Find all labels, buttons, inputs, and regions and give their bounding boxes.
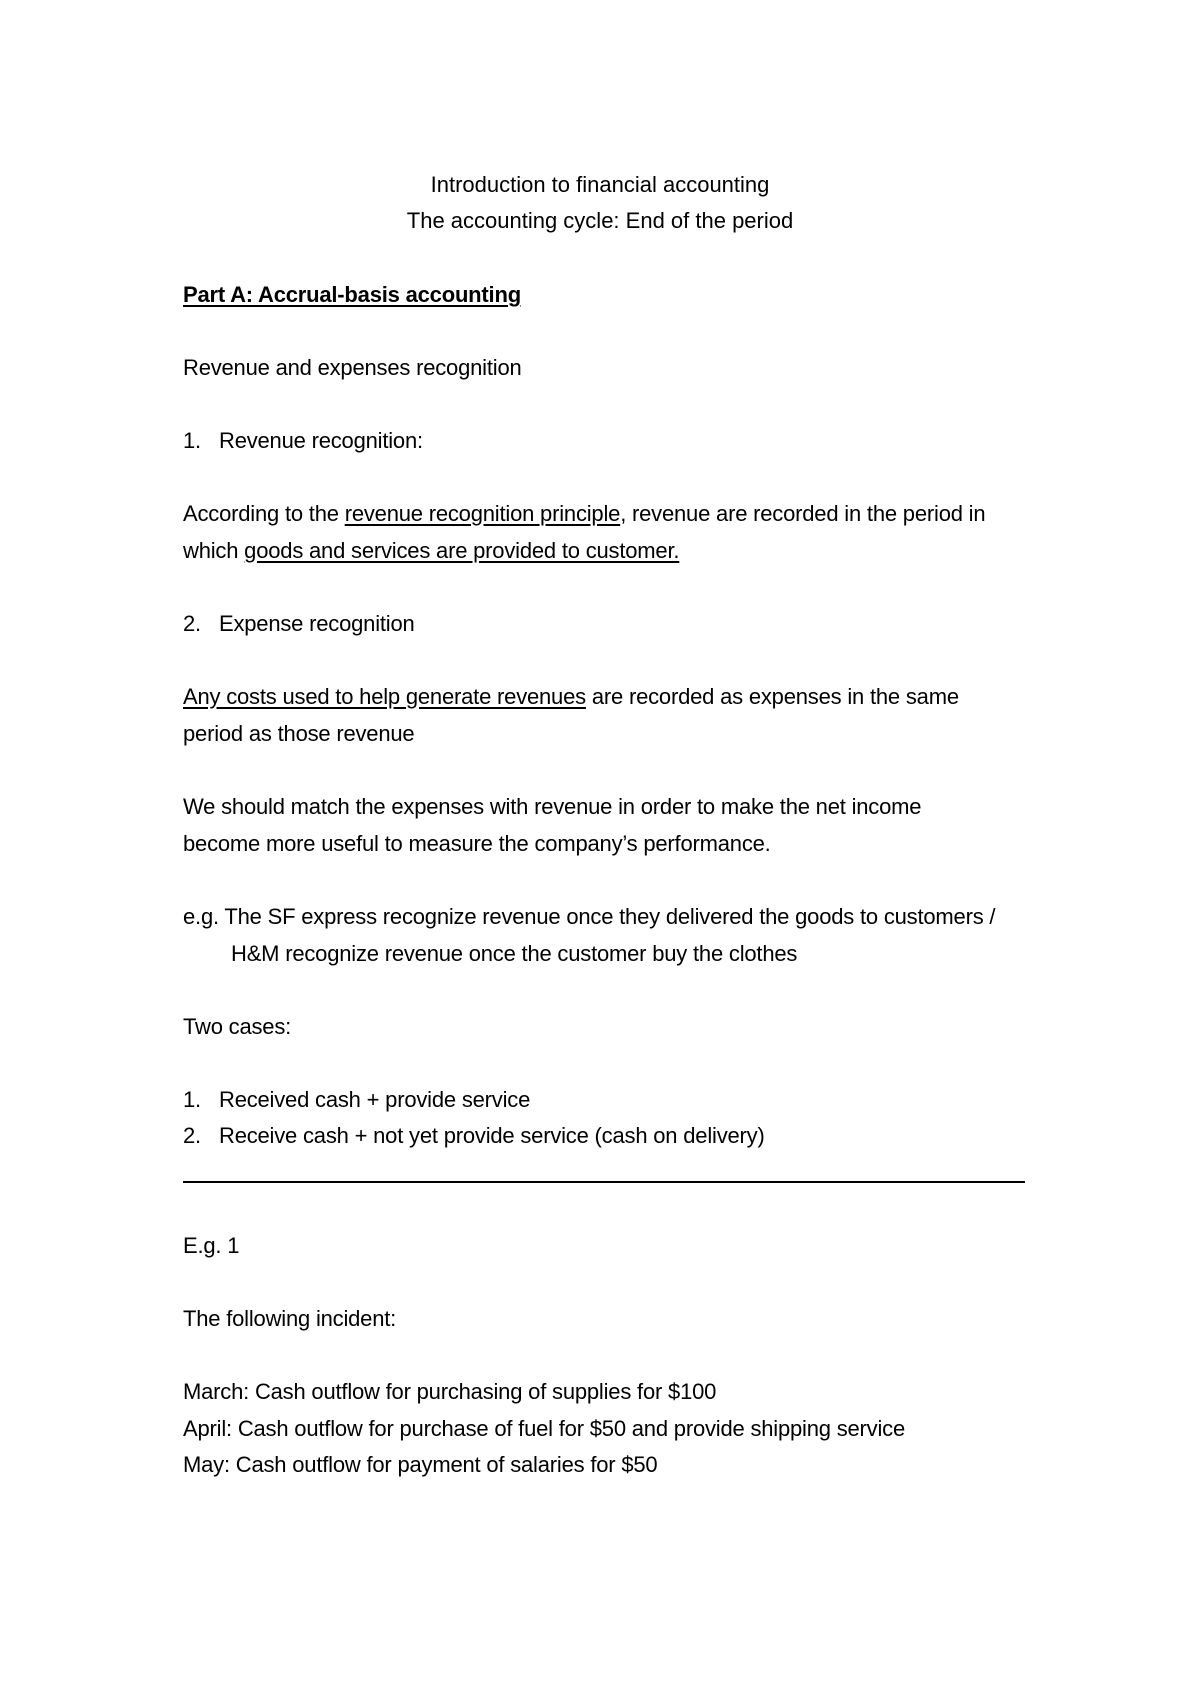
- underlined-term: goods and services are provided to customer.: [244, 538, 680, 563]
- revenue-paragraph-line-2: [183, 536, 679, 566]
- revenue-paragraph-line-1: [183, 499, 985, 529]
- example-1-label: E.g. 1: [183, 1233, 240, 1258]
- document-title: Introduction to financial accounting: [430, 172, 770, 197]
- cases-title: Two cases:: [183, 1014, 292, 1039]
- list-item-case-2: [183, 1121, 765, 1151]
- text-run: are recorded as expenses in the same: [585, 684, 959, 709]
- list-label: Received cash + provide service: [219, 1087, 531, 1112]
- expense-paragraph-line-1: [183, 682, 959, 712]
- list-item-case-1: [183, 1085, 530, 1115]
- horizontal-divider: [183, 1181, 1025, 1183]
- section-title: Revenue and expenses recognition: [183, 355, 522, 380]
- underlined-term: Any costs used to help generate revenues: [183, 684, 586, 709]
- list-number: 2.: [183, 611, 201, 636]
- list-label: Receive cash + not yet provide service (cash on delivery): [219, 1123, 765, 1148]
- text-run: which: [183, 538, 245, 563]
- list-number: 2.: [183, 1123, 201, 1148]
- underlined-term: revenue recognition principle: [344, 501, 621, 526]
- list-item-revenue-recognition: [183, 426, 423, 456]
- matching-paragraph-line-2: become more useful to measure the company’s performance.: [183, 831, 771, 856]
- list-label: Revenue recognition:: [219, 428, 423, 453]
- part-a-heading: Part A: Accrual-basis accounting: [183, 282, 521, 307]
- text-run: , revenue are recorded in the period in: [620, 501, 986, 526]
- document-subtitle: The accounting cycle: End of the period: [406, 208, 794, 233]
- list-number: 1.: [183, 428, 201, 453]
- list-label: Expense recognition: [219, 611, 415, 636]
- incident-april: April: Cash outflow for purchase of fuel for $50 and provide shipping service: [183, 1416, 906, 1441]
- example-1-intro: The following incident:: [183, 1306, 397, 1331]
- incident-march: March: Cash outflow for purchasing of supplies for $100: [183, 1379, 717, 1404]
- text-run: According to the: [183, 501, 345, 526]
- list-number: 1.: [183, 1087, 201, 1112]
- incident-may: May: Cash outflow for payment of salaries for $50: [183, 1452, 658, 1477]
- list-item-expense-recognition: [183, 609, 415, 639]
- expense-paragraph-line-2: period as those revenue: [183, 721, 415, 746]
- matching-paragraph-line-1: We should match the expenses with revenue in order to make the net income: [183, 794, 922, 819]
- example-line-2: H&M recognize revenue once the customer buy the clothes: [231, 941, 798, 966]
- example-line-1: e.g. The SF express recognize revenue once they delivered the goods to customers /: [183, 904, 996, 929]
